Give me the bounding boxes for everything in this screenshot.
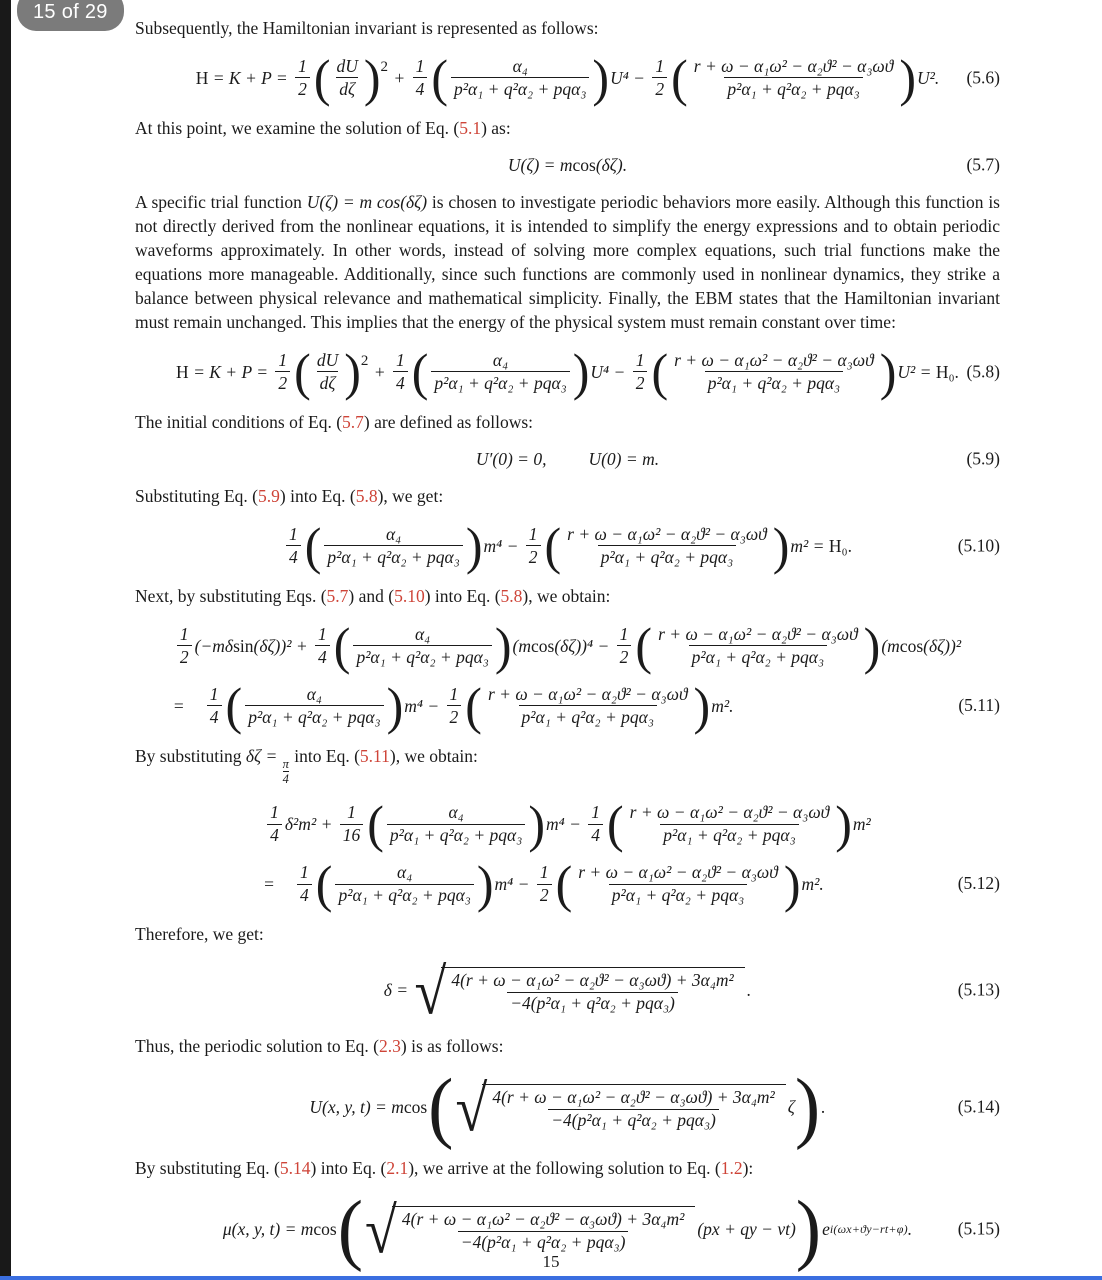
math-text: . bbox=[821, 1096, 826, 1117]
equation-line bbox=[476, 444, 659, 474]
text-run: Substituting Eq. ( bbox=[135, 486, 258, 506]
math-text: H₀. bbox=[828, 535, 852, 556]
math-text: (px + qy − vt) bbox=[697, 1218, 796, 1239]
viewer-bottom-bar bbox=[0, 1276, 1102, 1280]
equation-line bbox=[174, 678, 734, 734]
fraction: $\frac{1}{2}$ bbox=[295, 57, 310, 100]
math-text: U⁴ − bbox=[610, 67, 650, 88]
right-paren: ) bbox=[794, 1063, 821, 1151]
equation-line bbox=[283, 518, 852, 574]
left-paren: ( bbox=[431, 48, 448, 108]
fraction: $\frac{\text{4(r + ω − α₁ω² − α₂ϑ² − α₃ωϑ) + 3α₄m²}}{\text{−4(p²α₁ + q²α₂ + pqα₃)}}$ bbox=[492, 1086, 775, 1130]
equation-line bbox=[383, 955, 752, 1028]
paragraph-substituting-pi4 bbox=[135, 744, 1000, 786]
paragraph-therefore bbox=[135, 922, 1000, 946]
right-paren: ) bbox=[863, 616, 881, 676]
equation-number: (5.12) bbox=[957, 873, 1000, 894]
paren-group bbox=[294, 342, 369, 402]
math-text: = bbox=[173, 695, 184, 716]
fraction: $\frac{\text{r + ω − α₁ω² − α₂ϑ² − α₃ωϑ}}{\text{p²α₁ + q²α₂ + pqα₃}}$ bbox=[674, 349, 874, 393]
math-text: U(0) = m. bbox=[588, 448, 660, 469]
equation-number: (5.7) bbox=[966, 154, 1000, 175]
math-text: m⁴ − bbox=[483, 535, 523, 556]
text-run: ) is as follows: bbox=[400, 1036, 504, 1057]
fraction: $\frac{\text{α₄}}{\text{p²α₁ + q²α₂ + pqα₃}}$ bbox=[451, 57, 589, 100]
fraction: $\frac{1}{2}$ bbox=[652, 57, 667, 100]
math-text: m⁴ − bbox=[404, 695, 444, 716]
eq-ref-link[interactable]: 5.9 bbox=[258, 486, 280, 506]
fraction: $\frac{1}{2}$ bbox=[633, 351, 648, 394]
math-text: (m bbox=[512, 635, 531, 656]
equation-number: (5.14) bbox=[957, 1096, 1000, 1117]
radical-sign: √ bbox=[455, 1072, 488, 1145]
math-text: + bbox=[369, 361, 390, 382]
paren-group bbox=[607, 795, 852, 854]
equation-line bbox=[196, 50, 940, 106]
text-run: Subsequently, the Hamiltonian invariant is represented as follows: bbox=[135, 18, 599, 38]
equation-number: (5.13) bbox=[957, 979, 1000, 1000]
text-run: ) and ( bbox=[348, 586, 395, 606]
math-text: (δζ))² bbox=[923, 635, 962, 656]
right-paren: ) bbox=[795, 1185, 822, 1273]
equation-5-13 bbox=[135, 955, 1000, 1028]
equation-number: (5.10) bbox=[957, 535, 1000, 556]
math-text: (δζ))⁴ − bbox=[554, 635, 614, 656]
paren-group bbox=[304, 516, 483, 576]
sqrt-radical bbox=[414, 955, 745, 1028]
equation-5-7 bbox=[135, 150, 1000, 180]
right-paren: ) bbox=[592, 48, 610, 108]
left-paren: ( bbox=[313, 48, 331, 108]
left-paren: ( bbox=[333, 616, 351, 676]
text-run: into Eq. ( bbox=[289, 746, 360, 766]
math-text: (m bbox=[881, 635, 900, 656]
exponent: i(ωx+ϑy−rt+φ) bbox=[829, 1221, 908, 1236]
math-text: cos bbox=[313, 1218, 337, 1239]
math-text: m⁴ − bbox=[545, 813, 586, 834]
fraction: $\frac{1}{4}$ bbox=[207, 685, 222, 728]
exponent: 2 bbox=[380, 58, 389, 75]
text-run: Thus, the periodic solution to Eq. ( bbox=[135, 1036, 379, 1057]
paragraph-final-solution bbox=[135, 1156, 1000, 1180]
text-run: ): bbox=[742, 1158, 754, 1179]
fraction: $\frac{1}{2}$ bbox=[177, 625, 192, 668]
text-run: At this point, we examine the solution of Eq. ( bbox=[135, 118, 460, 138]
fraction: $\frac{1}{4}$ bbox=[413, 57, 428, 100]
fraction: $\frac{\text{r + ω − α₁ω² − α₂ϑ² − α₃ωϑ}}{\text{p²α₁ + q²α₂ + pqα₃}}$ bbox=[487, 683, 688, 727]
text-run: U(ζ) = m cos(δζ) bbox=[306, 192, 428, 212]
math-text: . bbox=[746, 979, 752, 1000]
text-run: Therefore, we get: bbox=[135, 924, 264, 945]
left-paren: ( bbox=[544, 516, 562, 576]
eq-ref-link[interactable]: 5.11 bbox=[359, 746, 390, 766]
math-text: δ²m² + bbox=[284, 813, 337, 834]
equation-number: (5.9) bbox=[966, 448, 1000, 469]
page-indicator-badge: 15 of 29 bbox=[17, 0, 124, 31]
paren-group bbox=[465, 676, 711, 736]
left-paren: ( bbox=[294, 342, 311, 402]
paren-group bbox=[635, 616, 881, 676]
math-text: H bbox=[176, 361, 189, 382]
paren-group bbox=[428, 1063, 821, 1151]
math-text: m². bbox=[711, 695, 734, 716]
eq-ref-link[interactable]: 2.3 bbox=[379, 1036, 401, 1057]
text-run: ) into Eq. ( bbox=[310, 1158, 387, 1179]
radical-sign: √ bbox=[414, 955, 447, 1028]
math-text: (δζ). bbox=[595, 154, 628, 175]
math-text: U(x, y, t) = m bbox=[309, 1096, 404, 1117]
right-paren: ) bbox=[386, 676, 404, 736]
math-text: = K + P = bbox=[188, 361, 273, 382]
equation-5-11 bbox=[135, 618, 1000, 734]
eq-ref-link[interactable]: 5.10 bbox=[394, 586, 425, 606]
paragraph-trial-function bbox=[135, 190, 1000, 334]
math-text: = K + P = bbox=[208, 67, 293, 88]
inline-fraction: $\frac{\pi}{4}$ bbox=[282, 757, 289, 787]
fraction: $\frac{dU}{d\zeta}$ bbox=[316, 349, 339, 393]
text-run: Next, by substituting Eqs. ( bbox=[135, 586, 327, 606]
fraction: $\frac{1}{4}$ bbox=[286, 525, 301, 568]
equation-5-10 bbox=[135, 518, 1000, 574]
paragraph-periodic-solution bbox=[135, 1034, 1000, 1058]
math-text: U². bbox=[917, 67, 940, 88]
math-text: H₀. bbox=[935, 361, 959, 382]
math-text: cos bbox=[572, 154, 596, 175]
math-text: m⁴ − bbox=[494, 873, 534, 894]
right-paren: ) bbox=[363, 48, 381, 108]
math-text: U² = bbox=[897, 361, 936, 382]
text-run: ) are defined as follows: bbox=[363, 412, 534, 432]
right-paren: ) bbox=[476, 855, 494, 914]
equation-5-14 bbox=[135, 1063, 1000, 1151]
paren-group bbox=[411, 342, 590, 402]
fraction: $\frac{1}{4}$ bbox=[315, 625, 330, 668]
left-paren: ( bbox=[465, 676, 482, 736]
fraction: $\frac{\text{α₄}}{\text{p²α₁ + q²α₂ + pqα₃}}$ bbox=[353, 625, 491, 668]
paren-group bbox=[333, 616, 512, 676]
paren-group bbox=[367, 795, 545, 854]
fraction: $\frac{1}{2}$ bbox=[617, 625, 632, 668]
math-text: (−mδ bbox=[194, 635, 234, 656]
text-run: ) into Eq. ( bbox=[279, 486, 356, 506]
math-text: U′(0) = 0, bbox=[475, 448, 547, 469]
fraction: $\frac{\text{r + ω − α₁ω² − α₂ϑ² − α₃ωϑ}}{\text{p²α₁ + q²α₂ + pqα₃}}$ bbox=[578, 861, 778, 905]
eq-ref-link[interactable]: 5.1 bbox=[459, 118, 482, 138]
fraction: $\frac{\text{r + ω − α₁ω² − α₂ϑ² − α₃ωϑ}}{\text{p²α₁ + q²α₂ + pqα₃}}$ bbox=[658, 623, 858, 667]
equation-5-9 bbox=[135, 444, 1000, 474]
paren-group bbox=[544, 516, 790, 576]
eq-ref-link[interactable]: 1.2 bbox=[720, 1158, 743, 1179]
text-run: ) into Eq. ( bbox=[424, 586, 501, 606]
text-run: ), we obtain: bbox=[389, 746, 478, 766]
math-text: cos bbox=[530, 635, 555, 656]
equation-number: (5.6) bbox=[966, 67, 1000, 88]
left-paren: ( bbox=[555, 855, 573, 914]
fraction: $\frac{\text{α₄}}{\text{p²α₁ + q²α₂ + pqα₃}}$ bbox=[335, 863, 473, 906]
fraction: $\frac{1}{4}$ bbox=[588, 803, 603, 846]
right-paren: ) bbox=[494, 616, 512, 676]
right-paren: ) bbox=[572, 342, 590, 402]
paren-group bbox=[431, 48, 610, 108]
paragraph-initial-conditions bbox=[135, 410, 1000, 434]
eq-ref-link[interactable]: 5.14 bbox=[279, 1158, 311, 1179]
right-paren: ) bbox=[783, 855, 801, 914]
fraction: $\frac{1}{2}$ bbox=[275, 351, 290, 394]
text-run: A specific trial function bbox=[135, 192, 307, 212]
equation-line bbox=[174, 618, 961, 674]
math-text: U(ζ) = m bbox=[507, 154, 573, 175]
fraction: $\frac{1}{2}$ bbox=[526, 525, 541, 568]
paren-group bbox=[555, 855, 801, 914]
math-text: m². bbox=[801, 873, 824, 894]
math-text: cos bbox=[403, 1096, 428, 1117]
text-run: ), we obtain: bbox=[522, 586, 611, 606]
fraction: $\frac{\text{α₄}}{\text{p²α₁ + q²α₂ + pqα₃}}$ bbox=[431, 351, 569, 394]
fraction: $\frac{\text{α₄}}{\text{p²α₁ + q²α₂ + pqα₃}}$ bbox=[387, 803, 525, 846]
fraction: $\frac{\text{4(r + ω − α₁ω² − α₂ϑ² − α₃ωϑ) + 3α₄m²}}{\text{−4(p²α₁ + q²α₂ + pqα₃)}}$ bbox=[401, 1208, 685, 1252]
eq-ref-link[interactable]: 5.8 bbox=[355, 486, 378, 506]
left-paren: ( bbox=[225, 676, 243, 736]
math-text: = bbox=[264, 873, 275, 894]
right-paren: ) bbox=[528, 795, 545, 854]
paragraph-substituting-57-510 bbox=[135, 584, 1000, 608]
text-run: is chosen to investigate periodic behaviors more easily. Although this function is not directly derived from the nonlinear equations, it is intended to simplify the energy expressions and to obtain periodic waveforms approximately. In other words, instead of solving more complex equations, such trial functions make the equations more manageable. Additionally, since such functions are commonly used in nonlinear dynamics, they strike a balance between physical relevance and mathematical simplicity. Finally, the EBM states that the Hamiltonian invariant must remain unchanged. This implies that the energy of the physical system must remain constant over time: bbox=[135, 192, 1000, 332]
math-text: m² = bbox=[790, 535, 829, 556]
page-footer-number: 15 bbox=[542, 1252, 560, 1271]
fraction: $\frac{1}{4}$ bbox=[297, 863, 312, 906]
left-paren: ( bbox=[671, 48, 688, 108]
paragraph-substituting-59 bbox=[135, 484, 1000, 508]
fraction: $\frac{1}{4}$ bbox=[393, 351, 408, 394]
left-paren: ( bbox=[411, 342, 429, 402]
paren-group bbox=[313, 48, 389, 108]
math-text: + bbox=[389, 67, 410, 88]
equation-line bbox=[264, 856, 824, 912]
equation-number: (5.15) bbox=[957, 1218, 1000, 1239]
paren-group bbox=[315, 855, 494, 914]
right-paren: ) bbox=[899, 48, 917, 108]
text-run: The initial conditions of Eq. ( bbox=[135, 412, 343, 432]
text-run: δζ = bbox=[245, 746, 282, 766]
text-run: ), we arrive at the following solution to Eq. ( bbox=[408, 1158, 721, 1179]
paragraph-intro bbox=[135, 16, 1000, 40]
text-run: ), we get: bbox=[377, 486, 444, 506]
fraction: $\frac{1}{2}$ bbox=[537, 863, 552, 906]
text-run: By substituting bbox=[135, 746, 246, 766]
math-text: e bbox=[822, 1218, 830, 1239]
eq-ref-link[interactable]: 5.8 bbox=[500, 586, 523, 606]
fraction: $\frac{1}{2}$ bbox=[447, 685, 462, 728]
math-text: μ(x, y, t) = m bbox=[222, 1218, 314, 1239]
fraction: $\frac{\text{r + ω − α₁ω² − α₂ϑ² − α₃ωϑ}}{\text{p²α₁ + q²α₂ + pqα₃}}$ bbox=[693, 55, 894, 99]
fraction: $\frac{\text{r + ω − α₁ω² − α₂ϑ² − α₃ωϑ}}{\text{p²α₁ + q²α₂ + pqα₃}}$ bbox=[629, 801, 830, 845]
document-content bbox=[135, 6, 1000, 1276]
fraction: $\frac{\text{4(r + ω − α₁ω² − α₂ϑ² − α₃ωϑ) + 3α₄m²}}{\text{−4(p²α₁ + q²α₂ + pqα₃)}}$ bbox=[451, 969, 734, 1013]
left-paren: ( bbox=[367, 795, 384, 854]
sqrt-radical bbox=[455, 1072, 785, 1145]
paren-group bbox=[651, 342, 897, 402]
viewer-edge-bar bbox=[0, 0, 11, 1280]
fraction: $\frac{1}{4}$ bbox=[267, 803, 282, 846]
fraction: $\frac{\text{r + ω − α₁ω² − α₂ϑ² − α₃ωϑ}}{\text{p²α₁ + q²α₂ + pqα₃}}$ bbox=[567, 523, 767, 567]
right-paren: ) bbox=[835, 795, 852, 854]
right-paren: ) bbox=[879, 342, 897, 402]
radical-sign: √ bbox=[365, 1194, 397, 1267]
fraction: $\frac{\text{α₄}}{\text{p²α₁ + q²α₂ + pqα₃}}$ bbox=[324, 525, 462, 568]
equation-5-8 bbox=[135, 344, 1000, 400]
left-paren: ( bbox=[607, 795, 624, 854]
eq-ref-link[interactable]: 5.7 bbox=[326, 586, 349, 606]
right-paren: ) bbox=[465, 516, 483, 576]
equation-number: (5.8) bbox=[966, 361, 1000, 382]
math-text: m² bbox=[852, 813, 871, 834]
right-paren: ) bbox=[344, 342, 361, 402]
math-text: ζ bbox=[787, 1096, 795, 1117]
equation-5-12 bbox=[135, 796, 1000, 912]
left-paren: ( bbox=[428, 1063, 454, 1151]
eq-ref-link[interactable]: 2.1 bbox=[386, 1158, 409, 1179]
paren-group bbox=[225, 676, 404, 736]
fraction: $\frac{\text{α₄}}{\text{p²α₁ + q²α₂ + pqα₃}}$ bbox=[245, 685, 383, 728]
math-text: (δζ))² + bbox=[253, 635, 313, 656]
equation-line bbox=[309, 1063, 826, 1151]
equation-line bbox=[176, 344, 959, 400]
left-paren: ( bbox=[337, 1185, 364, 1273]
math-text: . bbox=[907, 1218, 913, 1239]
left-paren: ( bbox=[315, 855, 333, 914]
eq-ref-link[interactable]: 5.7 bbox=[342, 412, 364, 432]
equation-line bbox=[264, 796, 871, 852]
left-paren: ( bbox=[651, 342, 669, 402]
equation-line bbox=[508, 150, 627, 180]
math-text: δ = bbox=[383, 979, 413, 1000]
math-text: H bbox=[195, 67, 209, 88]
math-text: cos bbox=[899, 635, 924, 656]
math-text: sin bbox=[233, 635, 254, 656]
left-paren: ( bbox=[635, 616, 653, 676]
right-paren: ) bbox=[693, 676, 711, 736]
exponent: 2 bbox=[360, 352, 369, 369]
fraction: $\frac{1}{16}$ bbox=[340, 803, 364, 846]
equation-5-6 bbox=[135, 50, 1000, 106]
fraction: $\frac{dU}{d\zeta}$ bbox=[336, 55, 358, 99]
paren-group bbox=[671, 48, 917, 108]
equation-number: (5.11) bbox=[958, 695, 1000, 715]
text-run: ) as: bbox=[481, 118, 511, 138]
math-text: U⁴ − bbox=[590, 361, 630, 382]
paragraph-examine-solution bbox=[135, 116, 1000, 140]
text-run: By substituting Eq. ( bbox=[135, 1158, 280, 1179]
left-paren: ( bbox=[304, 516, 322, 576]
right-paren: ) bbox=[772, 516, 790, 576]
